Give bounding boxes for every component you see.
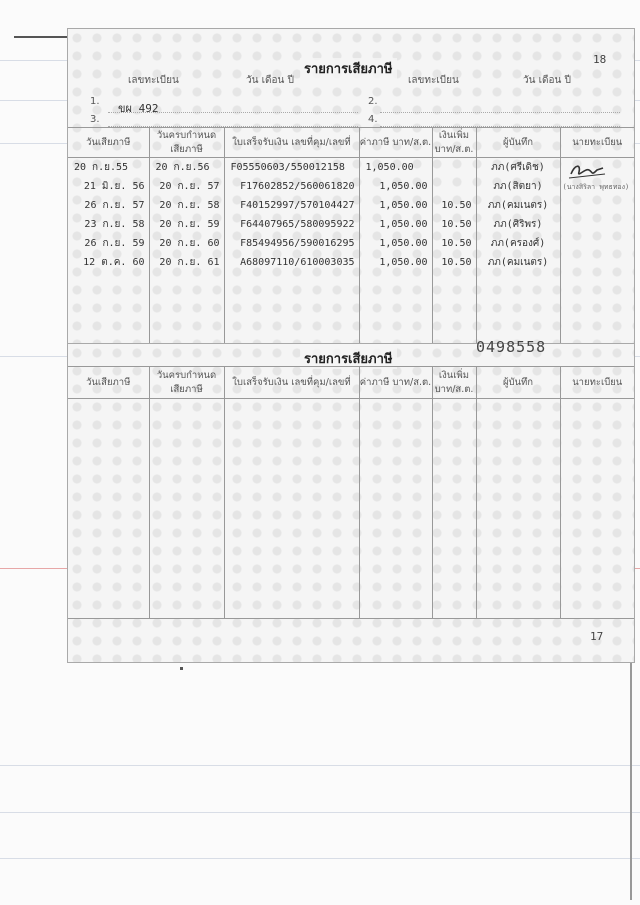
date-label-right: วัน เดือน ปี xyxy=(523,75,571,86)
table-row xyxy=(68,158,634,178)
cell-recorder: ภภ(ศรีเดิช) xyxy=(476,158,560,178)
col-header-recorder: ผู้บันทึก xyxy=(476,128,560,158)
table-row xyxy=(68,253,634,272)
table-row xyxy=(68,234,634,253)
col-header-recorder: ผู้บันทึก xyxy=(476,367,560,399)
cell-due-date: 20 ก.ย. 61 xyxy=(149,253,224,272)
table-row xyxy=(68,196,634,215)
col-header-tax: ค่าภาษี บาท/ส.ต. xyxy=(359,367,432,399)
cell-due-date: 20 ก.ย. 57 xyxy=(149,177,224,196)
cell-surcharge: 10.50 xyxy=(432,234,476,253)
cell-tax: 1,050.00 xyxy=(359,196,432,215)
cell-receipt: F40152997/570104427 xyxy=(224,196,359,215)
cell-tax: 1,050.00 xyxy=(359,253,432,272)
cell-paid-date: 26 ก.ย. 57 xyxy=(84,200,145,211)
registration-number-1: 1. xyxy=(90,96,100,107)
section-title: รายการเสียภาษี xyxy=(300,58,397,79)
registrar-cell xyxy=(560,158,634,348)
cell-receipt: F05550603/550012158 xyxy=(224,158,359,178)
cell-recorder: ภภ(คมเนตร) xyxy=(476,196,560,215)
date-label-left: วัน เดือน ปี xyxy=(246,75,294,86)
cell-surcharge: 10.50 xyxy=(432,215,476,234)
cell-surcharge: 10.50 xyxy=(432,253,476,272)
tax-record-bottom-sheet xyxy=(67,338,635,663)
col-header-surcharge: เงินเพิ่ม บาท/ส.ต. xyxy=(432,128,476,158)
col-header-receipt: ใบเสร็จรับเงิน เลขที่คุม/เลขที่ xyxy=(224,367,359,399)
page-number: 17 xyxy=(590,630,604,643)
cell-surcharge xyxy=(432,177,476,196)
cell-paid-date: 20 ก.ย.55 xyxy=(74,162,129,173)
cell-paid-date: 23 ก.ย. 58 xyxy=(84,219,145,230)
cell-surcharge: 10.50 xyxy=(432,196,476,215)
table-row xyxy=(68,177,634,196)
registration-number-2: 2. xyxy=(368,96,378,107)
cell-due-date: 20 ก.ย. 59 xyxy=(149,215,224,234)
cell-tax: 1,050.00 xyxy=(359,177,432,196)
col-header-paid-date: วันเสียภาษี xyxy=(68,367,149,399)
table-empty-area xyxy=(68,272,634,347)
cell-receipt: F64407965/580095922 xyxy=(224,215,359,234)
cell-tax: 1,050.00 xyxy=(359,215,432,234)
tax-record-top-sheet xyxy=(67,28,635,348)
serial-number: 0498558 xyxy=(476,338,547,356)
reg-no-label-right: เลขทะเบียน xyxy=(408,75,459,86)
cell-recorder: ภภ(คมเนตร) xyxy=(476,253,560,272)
cell-receipt: F17602852/560061820 xyxy=(224,177,359,196)
tax-payment-table xyxy=(68,127,634,347)
col-header-surcharge: เงินเพิ่ม บาท/ส.ต. xyxy=(432,367,476,399)
registration-value-1: ขผ 492 xyxy=(118,102,159,115)
table-empty-area xyxy=(68,399,634,619)
signature-icon xyxy=(567,160,607,182)
col-header-paid-date: วันเสียภาษี xyxy=(68,128,149,158)
cell-tax: 1,050.00 xyxy=(359,158,432,178)
registrar-name: (นางสิริลา พุทธทอง) xyxy=(562,183,630,191)
col-header-registrar: นายทะเบียน xyxy=(560,128,634,158)
cell-due-date: 20 ก.ย.56 xyxy=(149,158,224,178)
col-header-registrar: นายทะเบียน xyxy=(560,367,634,399)
reg-no-label-left: เลขทะเบียน xyxy=(128,75,179,86)
col-header-receipt: ใบเสร็จรับเงิน เลขที่คุม/เลขที่ xyxy=(224,128,359,158)
cell-receipt: F85494956/590016295 xyxy=(224,234,359,253)
cell-paid-date: 26 ก.ย. 59 xyxy=(84,238,145,249)
cell-recorder: ภภ(สิตยา) xyxy=(476,177,560,196)
table-row xyxy=(68,215,634,234)
cell-surcharge xyxy=(432,158,476,178)
cell-recorder: ภภ(ศิริพร) xyxy=(476,215,560,234)
tax-payment-table-blank xyxy=(68,366,634,618)
section-title: รายการเสียภาษี xyxy=(300,348,397,369)
col-header-due-date: วันครบกำหนด เสียภาษี xyxy=(149,367,224,399)
cell-paid-date: 12 ต.ค. 60 xyxy=(83,257,145,268)
cell-due-date: 20 ก.ย. 60 xyxy=(149,234,224,253)
registration-number-4: 4. xyxy=(368,114,378,125)
cell-paid-date: 21 มิ.ย. 56 xyxy=(83,181,145,192)
cell-tax: 1,050.00 xyxy=(359,234,432,253)
cell-receipt: A68097110/610003035 xyxy=(224,253,359,272)
cell-recorder: ภภ(ครองศ์) xyxy=(476,234,560,253)
col-header-tax: ค่าภาษี บาท/ส.ต. xyxy=(359,128,432,158)
cell-due-date: 20 ก.ย. 58 xyxy=(149,196,224,215)
registration-number-3: 3. xyxy=(90,114,100,125)
page-number: 18 xyxy=(593,53,607,66)
col-header-due-date: วันครบกำหนด เสียภาษี xyxy=(149,128,224,158)
